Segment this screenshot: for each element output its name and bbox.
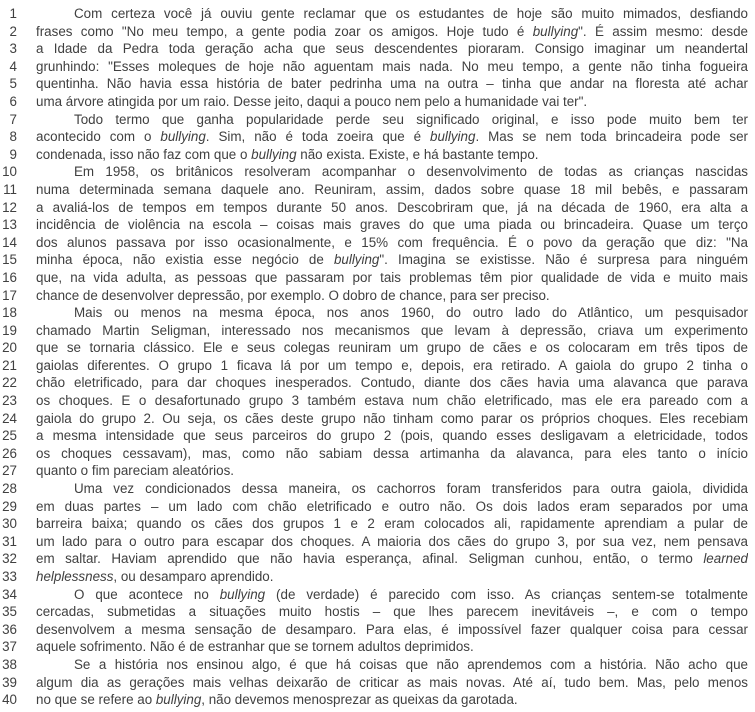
line-segment: Em 1958, os britânicos resolveram acompanhar o desenvolvimento de todas as crianças nascidas	[74, 164, 748, 180]
line-number: 5	[9, 76, 17, 92]
line-segment: não exista. Existe, e há bastante tempo.	[296, 146, 539, 162]
italic-term: bullying	[532, 23, 579, 39]
line-number: 18	[2, 305, 17, 321]
line-number: 9	[9, 146, 17, 162]
text-line	[0, 181, 748, 199]
line-segment: . Mas se nem toda brincadeira pode ser	[475, 129, 748, 145]
line-number: 40	[2, 692, 17, 708]
line-text	[36, 498, 748, 516]
line-number: 35	[2, 604, 17, 620]
line-segment: no que se refere ao	[36, 692, 156, 708]
line-segment: , ou desamparo aprendido.	[113, 569, 274, 584]
line-text	[36, 568, 748, 586]
line-number: 33	[2, 569, 17, 584]
italic-term: bullying	[155, 692, 202, 708]
line-text	[36, 339, 748, 357]
line-text	[36, 111, 748, 129]
line-number: 16	[2, 269, 17, 285]
line-number: 36	[2, 621, 17, 637]
line-number: 38	[2, 656, 17, 672]
text-line	[0, 480, 748, 498]
line-segment: chão eletrificado, para dar choques inesperados. Contudo, diante dos cães havia uma alavanca que parava	[36, 375, 748, 391]
line-segment: chance de desenvolver depressão, por exemplo. O dobro de chance, para ser preciso.	[36, 287, 550, 303]
line-segment: dos alunos passava por isso ocasionalmente, e 15% com frequência. É o povo da geração que diz: "Na	[36, 234, 748, 250]
line-number: 8	[9, 129, 17, 145]
text-line	[0, 146, 748, 164]
line-number: 10	[2, 164, 17, 180]
line-text	[36, 75, 748, 93]
line-text	[36, 638, 748, 656]
text-line	[0, 269, 748, 287]
line-segment: incidência de violência na escola – coisas mais graves do que uma piada ou brincadeira. Quase um terço	[36, 217, 748, 233]
line-text	[36, 234, 748, 252]
line-text	[36, 603, 748, 621]
line-text	[36, 40, 748, 58]
line-segment: os choques. E o desafortunado grupo 3 também estava num chão eletrificado, mas ele era pareado com a	[36, 393, 748, 409]
line-number: 4	[9, 58, 17, 74]
line-text	[36, 322, 748, 340]
line-segment: Todo termo que ganha popularidade perde seu significado original, e isso pode muito bem ter	[74, 111, 748, 127]
text-line	[0, 93, 748, 111]
line-number: 7	[9, 111, 17, 127]
text-line	[0, 111, 748, 129]
line-number: 13	[2, 217, 17, 233]
line-number: 15	[2, 252, 17, 268]
text-line	[0, 163, 748, 181]
text-line	[0, 40, 748, 58]
line-segment: Se a história nos ensinou algo, é que há coisas que não aprendemos com a história. Não acho que	[74, 656, 748, 672]
line-segment: ". É assim mesmo: desde	[578, 23, 748, 39]
line-segment: grunhindo: "Esses moleques de hoje não aguentam mais nada. No meu tempo, a gente não tinha fogueira	[36, 58, 748, 74]
line-segment: minha época, não existia esse negócio de	[36, 252, 334, 268]
line-segment: que, na vida adulta, as pessoas que passaram por tais problemas têm pior qualidade de vida e muito mais	[36, 269, 748, 285]
line-segment: chamado Martin Seligman, interessado nos mecanismos que levam à depressão, criava um experimento	[36, 322, 748, 338]
line-number: 27	[2, 463, 17, 479]
line-text	[36, 621, 748, 639]
text-line	[0, 603, 748, 621]
line-number: 24	[2, 410, 17, 426]
text-line	[0, 58, 748, 76]
line-segment: frases como "No meu tempo, a gente podia zoar os amigos. Hoje tudo é	[36, 23, 533, 39]
line-text	[36, 163, 748, 181]
italic-term: bullying	[333, 252, 380, 268]
line-segment: numa determinada semana daquele ano. Reuniram, assim, dados sobre quase 18 mil bebês, e passaram	[36, 181, 748, 197]
line-text	[36, 656, 748, 674]
text-line	[0, 374, 748, 392]
line-segment: a mesma intensidade que seus parceiros do grupo 2 (pois, quando esses desligavam a eletricidade, todos	[36, 428, 748, 444]
line-text	[36, 128, 748, 146]
text-line	[0, 427, 748, 445]
text-line	[0, 656, 748, 674]
line-text	[36, 93, 748, 111]
line-text	[36, 410, 748, 428]
line-segment: , não devemos menosprezar as queixas da garotada.	[201, 692, 518, 708]
line-number: 34	[2, 586, 17, 602]
line-text	[36, 515, 748, 533]
line-number: 29	[2, 498, 17, 514]
line-segment: algum dia as gerações mais velhas deixarão de criticar as mais novas. Até aí, tudo bem. Mas, pelo menos	[36, 674, 748, 690]
italic-term: bullying	[251, 146, 297, 162]
line-text	[36, 269, 748, 287]
text-line	[0, 533, 748, 551]
text-line	[0, 339, 748, 357]
text-line	[0, 550, 748, 568]
text-line	[0, 392, 748, 410]
line-segment: acontecido com o	[36, 129, 161, 145]
line-segment: condenada, isso não faz com que o	[36, 146, 252, 162]
text-line	[0, 586, 748, 604]
line-segment: em saltar. Haviam aprendido que não havia esperança, afinal. Seligman cunhou, então, o termo	[36, 551, 704, 567]
line-segment: em duas partes – um lado com chão eletrificado e outro não. Os dois lados eram separados por uma	[36, 498, 748, 514]
text-line	[0, 216, 748, 234]
line-number: 21	[2, 357, 17, 373]
text-line	[0, 128, 748, 146]
line-text	[36, 392, 748, 410]
text-line	[0, 691, 748, 709]
line-text	[36, 427, 748, 445]
line-number: 14	[2, 234, 17, 250]
text-line	[0, 410, 748, 428]
line-text	[36, 445, 748, 463]
text-line	[0, 304, 748, 322]
line-text	[36, 199, 748, 217]
line-number: 37	[2, 639, 17, 655]
text-line	[0, 322, 748, 340]
line-number: 31	[2, 533, 17, 549]
text-line	[0, 5, 748, 23]
line-number: 28	[2, 481, 17, 497]
text-line	[0, 357, 748, 375]
line-segment: a Idade da Pedra toda geração acha que seus descendentes pioraram. Consigo imaginar um neandertal	[36, 41, 748, 57]
line-segment: Com certeza você já ouviu gente reclamar que os estudantes de hoje são muito mimados, desfiando	[74, 6, 748, 21]
text-line	[0, 23, 748, 41]
line-text	[36, 462, 748, 480]
line-text	[36, 287, 748, 305]
text-line	[0, 568, 748, 586]
line-number: 32	[2, 551, 17, 567]
line-segment: quentinha. Não havia essa história de bater pedrinha uma na outra – tinha que andar na floresta até achar	[36, 76, 748, 92]
line-number: 22	[2, 375, 17, 391]
line-text	[36, 480, 748, 498]
italic-term: bullying	[219, 586, 266, 602]
line-text	[36, 691, 748, 709]
line-number: 26	[2, 445, 17, 461]
line-number: 11	[3, 181, 17, 197]
line-segment: Uma vez condicionados dessa maneira, os cachorros foram transferidos para outra gaiola, dividida	[74, 481, 748, 497]
line-segment: gaiola do grupo 2. Ou seja, os cães deste grupo não tinham como parar os próprios choques. Eles recebiam	[36, 410, 748, 426]
line-number: 30	[2, 516, 17, 532]
line-number: 17	[2, 287, 17, 303]
text-line	[0, 621, 748, 639]
line-text	[36, 58, 748, 76]
line-segment: os choques cessavam), mas, como não sabiam dessa artimanha da alavanca, para eles tanto o início	[36, 445, 748, 461]
text-line	[0, 287, 748, 305]
line-text	[36, 23, 748, 41]
line-segment: uma árvore atingida por um raio. Desse jeito, daqui a pouco nem pelo a humanidade vai ter".	[36, 93, 588, 109]
text-line	[0, 251, 748, 269]
line-segment: Mais ou menos na mesma época, nos anos 1960, do outro lado do Atlântico, um pesquisador	[74, 305, 748, 321]
line-segment: aquele sofrimento. Não é de estranhar que se tornem adultos deprimidos.	[36, 639, 474, 655]
text-line	[0, 515, 748, 533]
text-line	[0, 199, 748, 217]
italic-term: learned	[703, 551, 748, 567]
line-text	[36, 374, 748, 392]
line-text	[36, 586, 748, 604]
line-segment: a avaliá-los de tempos em tempos durante 50 anos. Descobriram que, já na década de 1960, era alta a	[36, 199, 748, 215]
line-number: 39	[2, 674, 17, 690]
italic-term: helplessness	[36, 569, 114, 584]
text-line	[0, 498, 748, 516]
line-number: 23	[2, 393, 17, 409]
line-number: 19	[2, 322, 17, 338]
line-text	[36, 533, 748, 551]
line-number: 1	[9, 6, 17, 21]
text-line	[0, 674, 748, 692]
line-segment: ". Imagina se existisse. Não é surpresa para ninguém	[379, 252, 748, 268]
italic-term: bullying	[160, 129, 206, 145]
line-number: 6	[9, 93, 17, 109]
line-segment: que se tornaria clássico. Ele e seus colegas reuniram um grupo de cães e os colocaram em três tipos de	[36, 340, 748, 356]
line-text	[36, 216, 748, 234]
text-line	[0, 234, 748, 252]
italic-term: bullying	[430, 129, 476, 145]
text-line	[0, 638, 748, 656]
line-text	[36, 550, 748, 568]
line-segment: . Sim, não é toda zoeira que é	[205, 129, 431, 145]
line-text	[36, 304, 748, 322]
line-segment: (de verdade) é parecido com isso. As crianças sentem-se totalmente	[265, 586, 748, 602]
line-segment: barreira baixa; quando os cães dos grupos 1 e 2 eram colocados ali, rapidamente aprendiam a pular de	[36, 516, 748, 532]
text-line	[0, 462, 748, 480]
line-segment: quanto o fim pareciam aleatórios.	[36, 463, 234, 479]
line-number: 2	[9, 23, 17, 39]
line-number: 12	[2, 199, 17, 215]
line-text	[36, 5, 748, 23]
line-segment: O que acontece no	[74, 586, 220, 602]
line-segment: cercadas, submetidas a situações muito hostis – que lhes parecem inevitáveis –, e com o tempo	[36, 604, 748, 620]
line-text	[36, 674, 748, 692]
line-text	[36, 251, 748, 269]
text-line	[0, 75, 748, 93]
line-number: 25	[2, 428, 17, 444]
line-segment: gaiolas diferentes. O grupo 1 ficava lá por um tempo e, depois, era retirado. A gaiola do grupo 2 tinha o	[36, 357, 748, 373]
line-number: 20	[2, 340, 17, 356]
line-number: 3	[9, 41, 17, 57]
line-segment: um lado para o outro para escapar dos choques. A maioria dos cães do grupo 3, por sua vez, nem pensava	[36, 533, 748, 549]
line-text	[36, 357, 748, 375]
text-line	[0, 445, 748, 463]
line-text	[36, 181, 748, 199]
line-text	[36, 146, 748, 164]
line-segment: desenvolvem a mesma sensação de desamparo. Para elas, é impossível fazer qualquer coisa para cessar	[36, 621, 748, 637]
